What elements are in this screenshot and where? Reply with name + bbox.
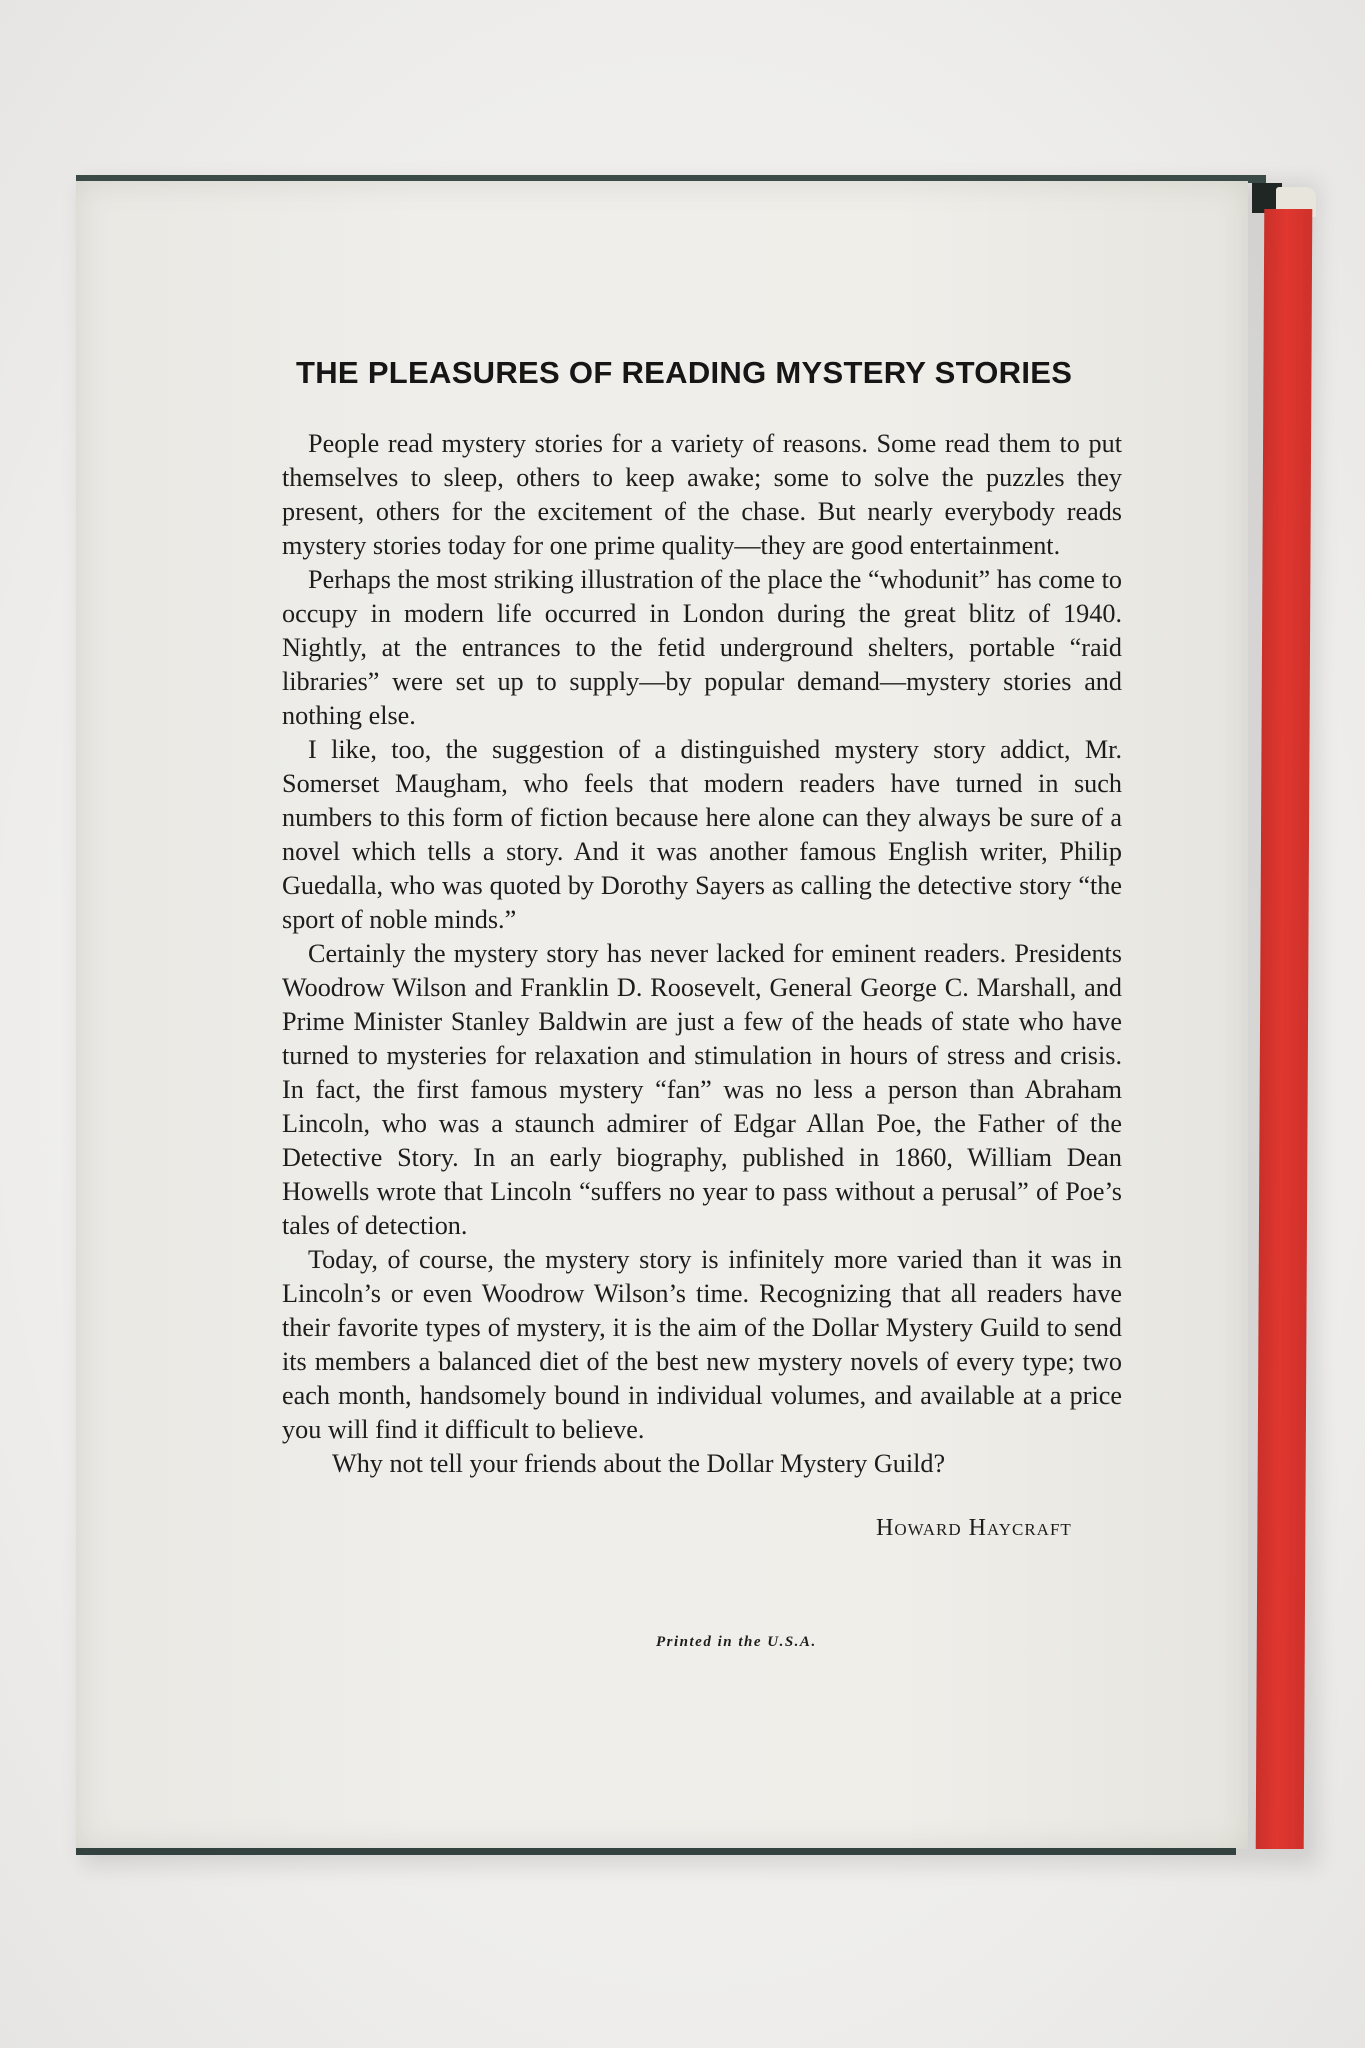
author-signature: Howard Haycraft xyxy=(876,1515,1072,1541)
paragraph-3: I like, too, the suggestion of a distinguished mystery story addict, Mr. Somerset Maugham, who feels that modern readers have turned in such numbers to this form of fiction because here alone can they always be sure of a novel which tells a story. And it was another famous English writer, Philip Guedalla, who was quoted by Dorothy Sayers as calling the detective story “the sport of noble minds.” xyxy=(282,735,1122,934)
page-title: THE PLEASURES OF READING MYSTERY STORIES xyxy=(296,355,1073,390)
paragraph-4: Certainly the mystery story has never lacked for eminent readers. Presidents Woodrow Wilson and Franklin D. Roosevelt, General George C. Marshall, and Prime Minister Stanley Baldwin are just a few of the heads of state who have turned to mysteries for relaxation and stimulation in hours of stress and crisis. In fact, the first famous mystery “fan” was no less a person than Abraham Lincoln, who was a staunch admirer of Edgar Allan Poe, the Father of the Detective Story. In an early biography, published in 1860, William Dean Howells wrote that Lincoln “suffers no year to pass without a perusal” of Poe’s tales of detection. xyxy=(282,939,1122,1240)
paragraph-5: Today, of course, the mystery story is infinitely more varied than it was in Lincoln’s or even Woodrow Wilson’s time. Recognizing that all readers have their favorite types of mystery, it is the aim of the Dollar Mystery Guild to send its members a balanced diet of the best new mystery novels of every type; two each month, handsomely bound in individual volumes, and available at a price you will find it difficult to believe. xyxy=(282,1245,1122,1444)
printed-in-usa: Printed in the U.S.A. xyxy=(656,1634,817,1650)
paragraph-2: Perhaps the most striking illustration of the place the “whodunit” has come to occupy in modern life occurred in London during the great blitz of 1940. Nightly, at the entrances to the fetid underground shelters, portable “raid libraries” were set up to supply—by popular demand—mystery stories and nothing else. xyxy=(282,565,1122,730)
paragraph-6: Why not tell your friends about the Dollar Mystery Guild? xyxy=(332,1449,946,1478)
spine-red-edge xyxy=(1256,209,1313,1849)
paragraph-1: People read mystery stories for a variety of reasons. Some read them to put themselves to sleep, others to keep awake; some to solve the puzzles they present, others for the excitement of the chase. But nearly everybody reads mystery stories today for one prime quality—they are good entertainment. xyxy=(282,429,1122,560)
book-bottom-edge xyxy=(76,1848,1236,1855)
book xyxy=(76,175,1316,1855)
jacket-text-block xyxy=(206,355,1126,1651)
